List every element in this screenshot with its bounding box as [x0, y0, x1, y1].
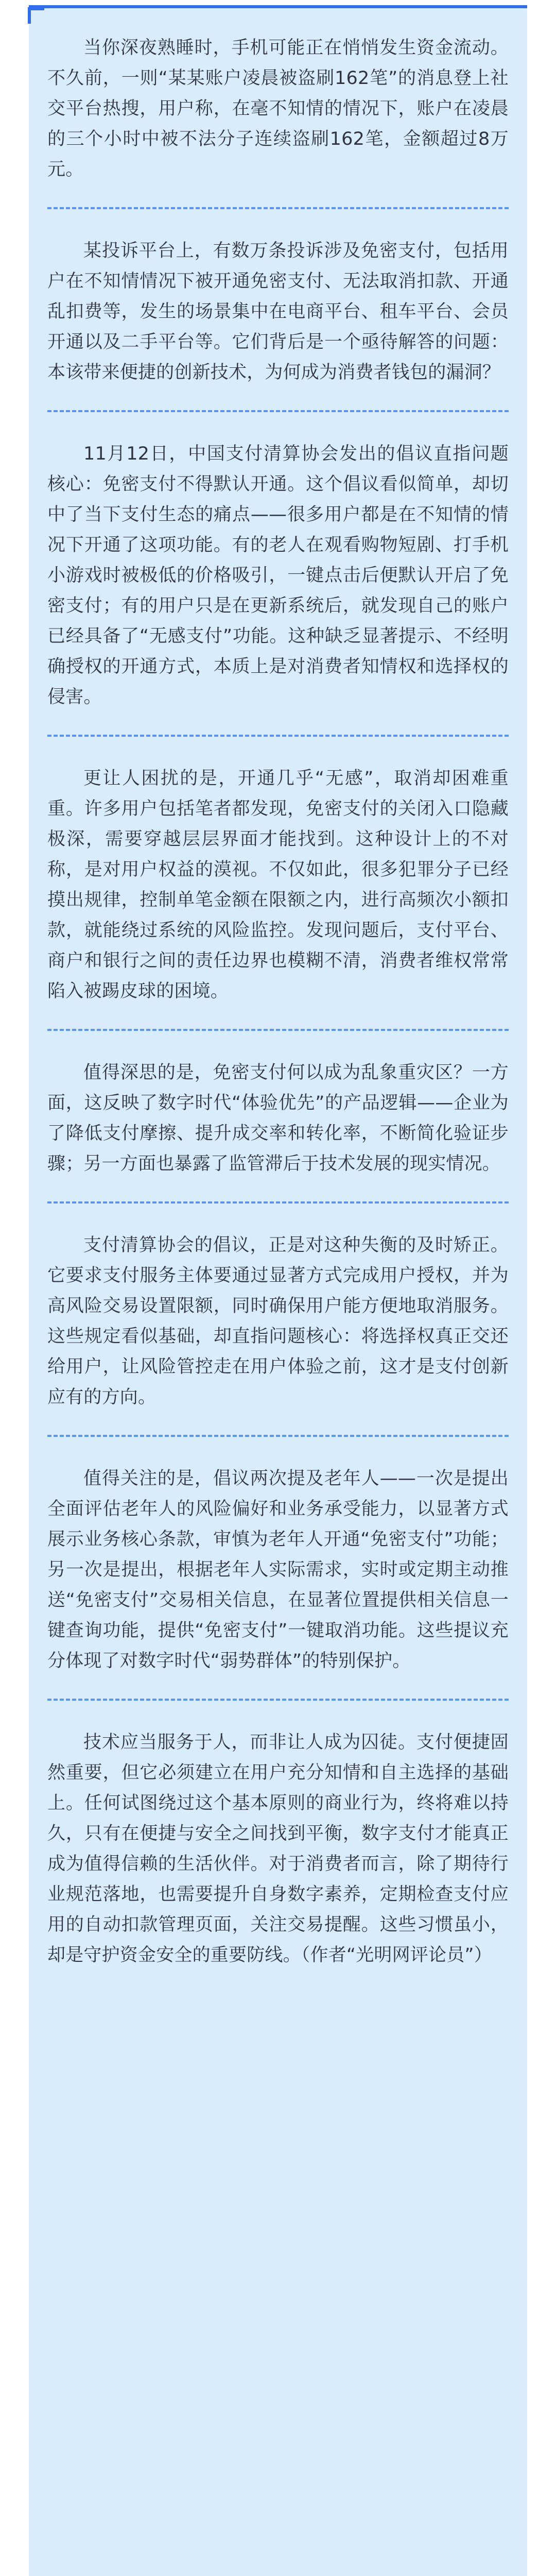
dashed-divider: [47, 735, 509, 737]
dashed-divider: [47, 1029, 509, 1031]
article-paragraph-5: 值得深思的是，免密支付何以成为乱象重灾区？一方面，这反映了数字时代“体验优先”的产品逻辑——企业为了降低支付摩擦、提升成交率和转化率，不断简化验证步骤；另一方面也暴露了监管滞后于技术发展的现实情况。: [47, 1062, 509, 1174]
article-paragraph-1: 当你深夜熟睡时，手机可能正在悄悄发生资金流动。不久前，一则“某某账户凌晨被盗刷162笔”的消息登上社交平台热搜，用户称，在毫不知情的情况下，账户在凌晨的三个小时中被不法分子连续盗刷162笔，金额超过8万元。: [47, 38, 509, 180]
dashed-divider: [47, 1201, 509, 1204]
frame-corner-top-left: [28, 7, 44, 24]
dashed-divider: [47, 410, 509, 412]
article-paragraph-8: 技术应当服务于人，而非让人成为囚徒。支付便捷固然重要，但它必须建立在用户充分知情和自主选择的基础上。任何试图绕过这个基本原则的商业行为，终将难以持久，只有在便捷与安全之间找到平衡，数字支付才能真正成为值得信赖的生活伙伴。对于消费者而言，除了期待行业规范落地，也需要提升自身数字素养，定期检查支付应用的自动扣款管理页面，关注交易提醒。这些习惯虽小，却是守护资金安全的重要防线。（作者“光明网评论员”）: [47, 1732, 509, 1965]
article-paragraph-2: 某投诉平台上，有数万条投诉涉及免密支付，包括用户在不知情情况下被开通免密支付、无法取消扣款、开通乱扣费等，发生的场景集中在电商平台、租车平台、会员开通以及二手平台等。它们背后是一个亟待解答的问题：本该带来便捷的创新技术，为何成为消费者钱包的漏洞？: [47, 241, 509, 383]
article-paragraph-3: 11月12日，中国支付清算协会发出的倡议直指问题核心：免密支付不得默认开通。这个倡议看似简单，却切中了当下支付生态的痛点——很多用户都是在不知情的情况下开通了这项功能。有的老人在观看购物短剧、打手机小游戏时被极低的价格吸引，一键点击后便默认开启了免密支付；有的用户只是在更新系统后，就发现自己的账户已经具备了“无感支付”功能。这种缺乏显著提示、不经明确授权的开通方式，本质上是对消费者知情权和选择权的侵害。: [47, 444, 509, 707]
dashed-divider: [47, 207, 509, 209]
dashed-divider: [47, 1435, 509, 1437]
dashed-divider: [47, 1699, 509, 1701]
article-paragraph-4: 更让人困扰的是，开通几乎“无感”，取消却困难重重。许多用户包括笔者都发现，免密支付的关闭入口隐藏极深，需要穿越层层界面才能找到。这种设计上的不对称，是对用户权益的漠视。不仅如此，很多犯罪分子已经摸出规律，控制单笔金额在限额之内，进行高频次小额扣款，就能绕过系统的风险监控。发现问题后，支付平台、商户和银行之间的责任边界也模糊不清，消费者维权常常陷入被踢皮球的困境。: [47, 768, 509, 1002]
article-paragraph-6: 支付清算协会的倡议，正是对这种失衡的及时矫正。它要求支付服务主体要通过显著方式完成用户授权，并为高风险交易设置限额，同时确保用户能方便地取消服务。这些规定看似基础，却直指问题核心：将选择权真正交还给用户，让风险管控走在用户体验之前，这才是支付创新应有的方向。: [47, 1235, 509, 1408]
article-paragraph-7: 值得关注的是，倡议两次提及老年人——一次是提出全面评估老年人的风险偏好和业务承受能力，以显著方式展示业务核心条款，审慎为老年人开通“免密支付”功能；另一次是提出，根据老年人实际需求，实时或定期主动推送“免密支付”交易相关信息，在显著位置提供相关信息一键查询功能，提供“免密支付”一键取消功能。这些提议充分体现了对数字时代“弱势群体”的特别保护。: [47, 1468, 509, 1671]
article-frame: [29, 5, 527, 2576]
